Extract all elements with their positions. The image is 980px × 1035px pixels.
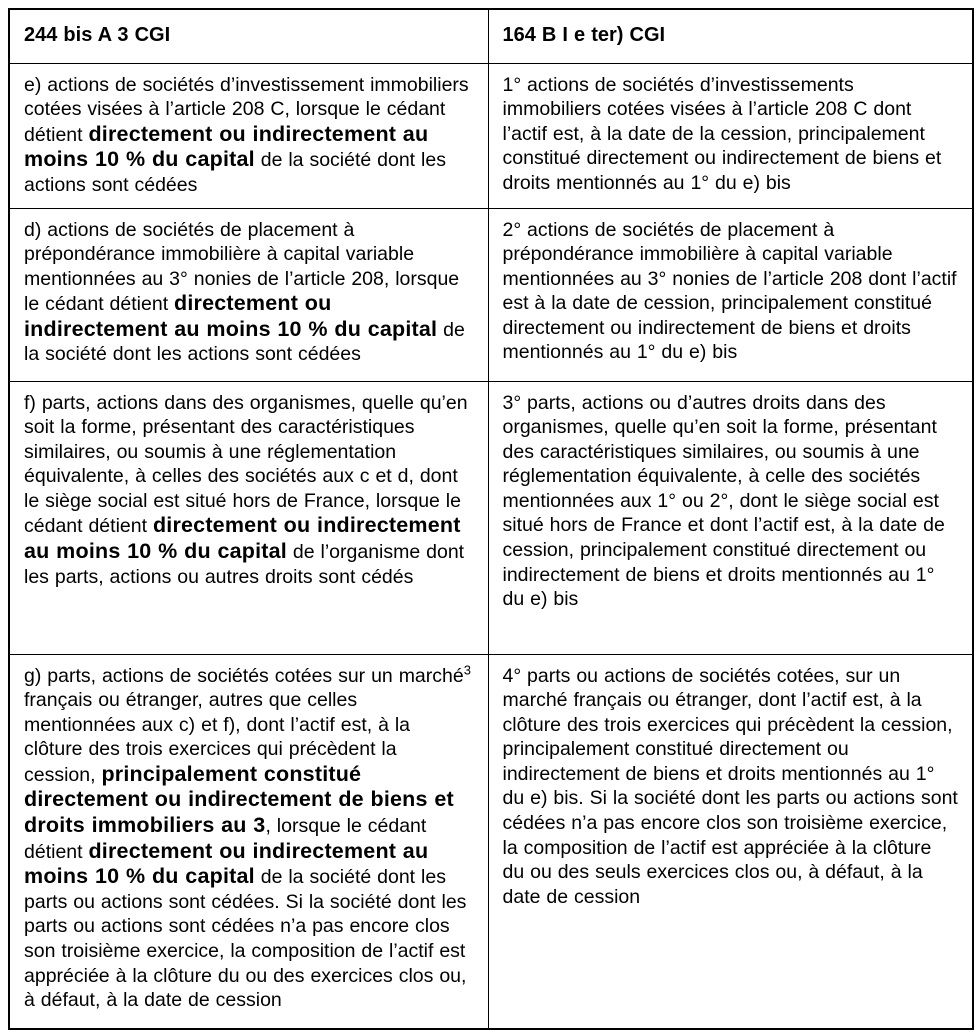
cell-g-parts-societes-cotees [9, 654, 488, 1029]
body-text: de la société dont les actions sont cédées [24, 149, 446, 196]
body-text: g) parts, actions de sociétés cotées sur un marché [24, 664, 464, 687]
body-text: 4° parts ou actions de sociétés cotées, sur un marché français ou étranger, dont l’actif est, à la clôture des trois exercices qui précèdent la cession, principalement constitué directement ou indirectement de biens et droits mentionnés au 1° du e) bis. Si la société dont les parts ou actions sont cédées n’a pas encore clos son troisième exercice, la composition de l’actif est appréciée à la clôture du ou des seuls exercices clos ou, à défaut, à la date de cession [502, 664, 958, 908]
body-text: 1° actions de sociétés d’investissements immobiliers cotées visées à l’article 208 C dont l’actif est, à la date de la cession, principalement constitué directement ou indirectement de biens et droits mentionnés au 1° du e) bis [502, 73, 942, 194]
cell-3-parts-organismes [488, 381, 973, 654]
emphasized-text: principalement constitué directement ou indirectement de biens et droits immobiliers au 3 [24, 761, 454, 838]
table-header-row [9, 9, 973, 63]
body-text: de l’organisme dont les parts, actions ou autres droits sont cédés [24, 541, 465, 588]
body-text: e) actions de sociétés d’investissement immobiliers cotées visées à l’article 208 C, lorsque le cédant détient [24, 73, 469, 146]
body-text: 3° parts, actions ou d’autres droits dans des organismes, quelle qu’en soit la forme, présentant des caractéristiques similaires, ou soumis à une réglementation équivalente, à celle des sociétés mentionnées aux 1° ou 2°, dont le siège social est situé hors de France et dont l’actif est, à la date de cession, principalement constitué directement ou indirectement de biens et droits mentionnés au 1° du e) bis [502, 391, 945, 611]
emphasized-text: directement ou indirectement au moins 10 % du capital [24, 838, 429, 889]
body-text: de la société dont les actions sont cédées [24, 318, 465, 366]
table-row [9, 208, 973, 381]
table-row [9, 63, 973, 208]
cell-e-actions-sii [9, 63, 488, 208]
body-text: f) parts, actions dans des organismes, quelle qu’en soit la forme, présentant des caractéristiques similaires, ou soumis à une réglementation équivalente, à celles des sociétés aux c et d, dont le siège social est situé hors de France, lorsque le cédant détient [24, 391, 468, 538]
table-row [9, 381, 973, 654]
header-cell-164-b-i-e-ter-cgi: 164 B I e ter) CGI [488, 9, 973, 63]
body-text: d) actions de sociétés de placement à prépondérance immobilière à capital variable mentionnées au 3° nonies de l’article 208, lorsque le cédant détient [24, 218, 460, 316]
emphasized-text: directement ou indirectement au moins 10 % du capital [24, 121, 429, 172]
cell-2-actions-sppicav [488, 208, 973, 381]
body-text: de la société dont les parts ou actions sont cédées. Si la société dont les parts ou actions sont cédées n’a pas encore clos son troisième exercice, la composition de l’actif est appréciée à la clôture du ou des exercices clos ou, à défaut, à la date de cession [24, 866, 467, 1012]
cell-d-actions-sppicav [9, 208, 488, 381]
emphasized-text: directement ou indirectement au moins 10 % du capital [24, 291, 438, 341]
legal-comparison-document [8, 8, 972, 1030]
footnote-marker: 3 [463, 662, 471, 677]
cell-4-parts-societes-cotees [488, 654, 973, 1029]
body-text: 2° actions de sociétés de placement à prépondérance immobilière à capital variable mentionnées au 3° nonies de l’article 208 dont l’actif est à la date de cession, principalement constitué directement ou indirectement de biens et droits mentionnés au 1° du e) bis [502, 218, 957, 364]
body-text: français ou étranger, autres que celles mentionnées aux c) et f), dont l’actif est, à la clôture des trois exercices qui précèdent la cession, [24, 689, 411, 786]
table-row [9, 654, 973, 1029]
cgi-comparison-table [8, 8, 974, 1030]
cell-1-actions-sii [488, 63, 973, 208]
emphasized-text: directement ou indirectement au moins 10 % du capital [24, 513, 461, 564]
body-text: , lorsque le cédant détient [24, 815, 427, 863]
header-cell-244-bis-a-3-cgi: 244 bis A 3 CGI [9, 9, 488, 63]
cell-f-parts-organismes [9, 381, 488, 654]
